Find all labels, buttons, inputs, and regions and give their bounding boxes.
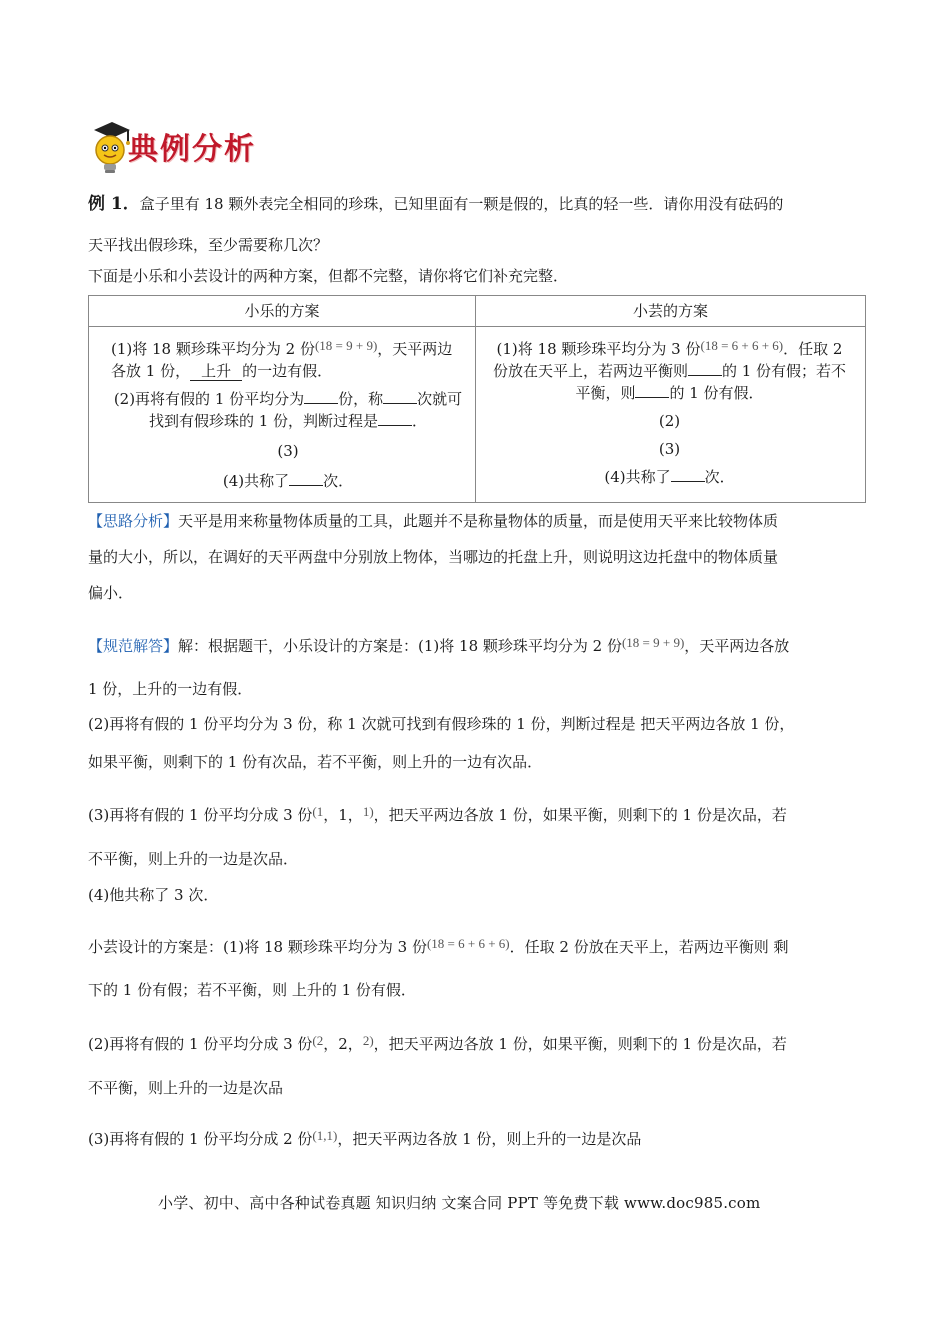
answer-label: 【规范解答】 [88, 637, 179, 655]
xiaole-step-2: (2)再将有假的 1 份平均分为 份，称 次就可 找到有假珍珠的 1 份，判断过程是 ． [113, 390, 463, 430]
answer-line-12: (3)再将有假的 1 份平均分成 2 份(1,1)，把天平两边各放 1 份，则上升的一边是次品 [88, 1128, 642, 1148]
xiaole-step-4: (4)共称了 次． [222, 472, 354, 490]
example-label: 例 1． [88, 194, 140, 214]
xiaole-step-1: (1)将 18 颗珍珠平均分为 2 份(18 = 9 + 9)，天平两边 各放 1 份， 上升 的一边有假． [111, 338, 453, 380]
answer-line-2: 1 份，上升的一边有假． [88, 680, 253, 698]
example-line-3: 下面是小乐和小芸设计的两种方案，但都不完整，请你将它们补充完整． [88, 267, 569, 285]
answer-line-9: 下的 1 份有假；若不平衡，则 上升的 1 份有假． [88, 981, 416, 999]
xiaoyun-step-4: (4)共称了 次． [604, 468, 735, 486]
blank-balanced [688, 375, 722, 376]
answer-line-6: 不平衡，则上升的一边是次品． [88, 850, 299, 868]
answer-line-3: (2)再将有假的 1 份平均分为 3 份，称 1 次就可找到有假珍珠的 1 份，判断过程是 把天平两边各放 1 份， [88, 715, 795, 733]
banner-title: 典例分析 [128, 132, 256, 167]
analysis-label: 【思路分析】 [88, 512, 179, 530]
answer-line-4: 如果平衡，则剩下的 1 份有次品，若不平衡，则上升的一边有次品． [88, 753, 543, 771]
blank-rise: 上升 [190, 362, 242, 381]
answer-line-5: (3)再将有假的 1 份平均分成 3 份(1，1，1)，把天平两边各放 1 份，如果平衡，则剩下的 1 份是次品，若 [88, 804, 787, 824]
scheme-table [88, 295, 866, 503]
table-cell-xiaoyun [476, 327, 866, 503]
analysis-line-2: 量的大小，所以，在调好的天平两盘中分别放上物体，当哪边的托盘上升，则说明这边托盘中的物体质量 [88, 548, 779, 566]
blank-total-2 [671, 481, 705, 482]
example-line-2: 天平找出假珍珠，至少需要称几次？ [88, 236, 329, 254]
answer-line-8: 小芸设计的方案是：(1)将 18 颗珍珠平均分为 3 份(18 = 6 + 6 + 6)．任取 2 份放在天平上，若两边平衡则 剩 [88, 936, 789, 956]
answer-line-11: 不平衡，则上升的一边是次品 [88, 1079, 284, 1097]
xiaole-step-3: (3) [277, 442, 299, 460]
answer-line-1: 【规范解答】解：根据题干，小乐设计的方案是：(1)将 18 颗珍珠平均分为 2 份(18 = 9 + 9)，天平两边各放 [88, 635, 790, 655]
xiaoyun-step-2: (2) [658, 412, 681, 430]
table-header-xiaole: 小乐的方案 [89, 296, 476, 327]
graduate-lightbulb-icon [88, 118, 132, 176]
table-cell-xiaole [89, 327, 476, 503]
blank-process [378, 425, 412, 426]
blank-parts [304, 403, 338, 404]
table-header-xiaoyun: 小芸的方案 [476, 296, 866, 327]
analysis-line-3: 偏小． [88, 584, 134, 602]
example-text-1: 盒子里有 18 颗外表完全相同的珍珠，已知里面有一颗是假的，比真的轻一些．请你用没有砝码的 [139, 195, 784, 213]
blank-unbalanced [635, 397, 669, 398]
page-footer: 小学、初中、高中各种试卷真题 知识归纳 文案合同 PPT 等免费下载 www.doc985.com [158, 1194, 761, 1212]
analysis-line-1: 【思路分析】天平是用来称量物体质量的工具，此题并不是称量物体的质量，而是使用天平来比较物体质 [88, 512, 779, 530]
blank-total [289, 485, 323, 486]
blank-times [383, 403, 417, 404]
example-line-1 [88, 193, 783, 215]
xiaoyun-step-1: (1)将 18 颗珍珠平均分为 3 份(18 = 6 + 6 + 6)．任取 2 份放在天平上，若两边平衡则 的 1 份有假；若不 平衡，则 的 1 份有假． [492, 338, 847, 402]
xiaoyun-step-3: (3) [658, 440, 681, 458]
answer-line-10: (2)再将有假的 1 份平均分成 3 份(2，2，2)，把天平两边各放 1 份，如果平衡，则剩下的 1 份是次品，若 [88, 1033, 787, 1053]
section-banner [88, 118, 288, 176]
answer-line-7: (4)他共称了 3 次． [88, 886, 219, 904]
